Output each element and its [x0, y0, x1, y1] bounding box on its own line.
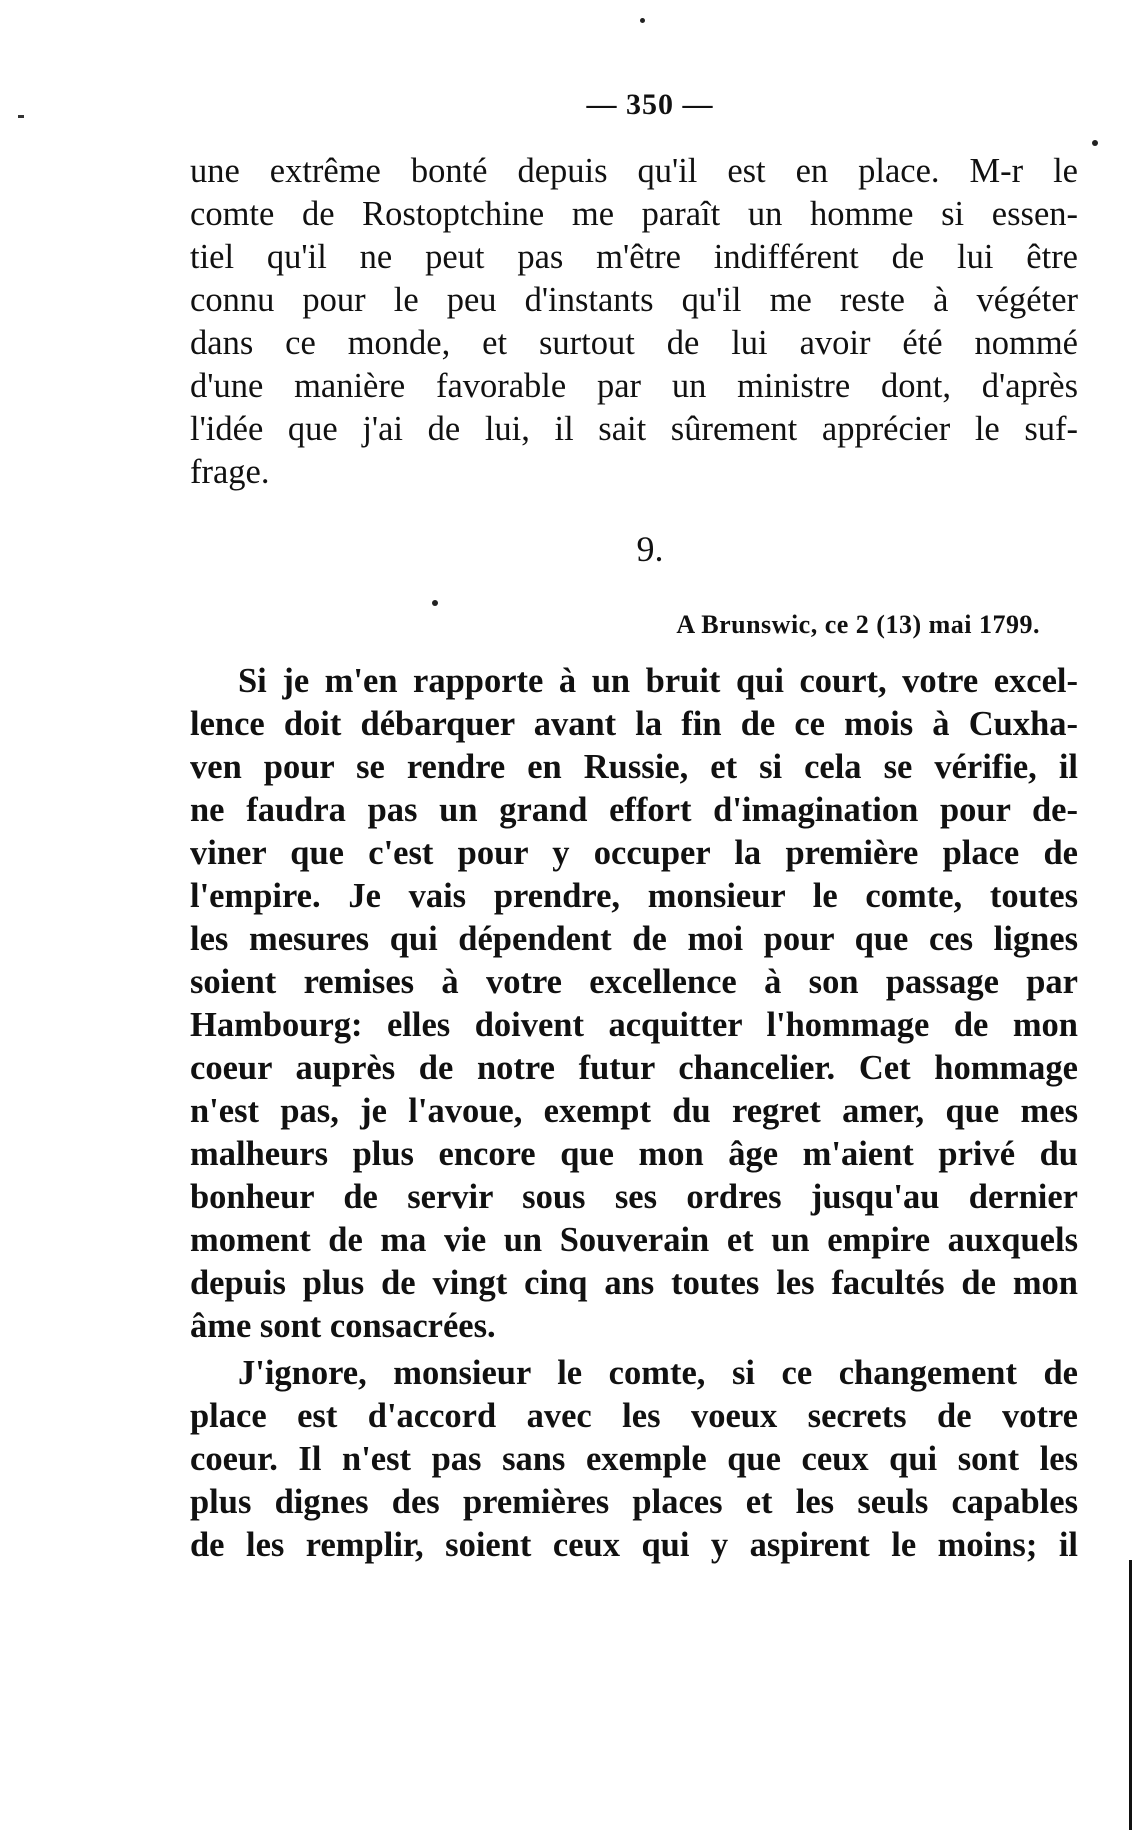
page-edge-rule [1129, 1560, 1132, 1830]
text-line: Si je m'en rapporte à un bruit qui court, votre excel- [238, 662, 1078, 700]
text-line: ven pour se rendre en Russie, et si cela se vérifie, il [190, 748, 1078, 786]
text-line: de les remplir, soient ceux qui y aspirent le moins; il [190, 1526, 1078, 1564]
text-line: coeur auprès de notre futur chancelier. Cet hommage [190, 1049, 1078, 1087]
text-line: n'est pas, je l'avoue, exempt du regret amer, que mes [190, 1092, 1078, 1130]
text-line: place est d'accord avec les voeux secrets de votre [190, 1397, 1078, 1435]
text-line: l'empire. Je vais prendre, monsieur le comte, toutes [190, 877, 1078, 915]
text-line: dans ce monde, et surtout de lui avoir été nommé [190, 324, 1078, 362]
text-line: lence doit débarquer avant la fin de ce mois à Cuxha- [190, 705, 1078, 743]
text-line: malheurs plus encore que mon âge m'aient privé du [190, 1135, 1078, 1173]
letter-dateline: A Brunswic, ce 2 (13) mai 1799. [676, 610, 1040, 639]
page-number: — 350 — [586, 88, 714, 121]
text-line: J'ignore, monsieur le comte, si ce changement de [238, 1354, 1078, 1392]
scan-speck [1092, 140, 1098, 146]
text-line: soient remises à votre excellence à son passage par [190, 963, 1078, 1001]
letter-paragraph-2 [190, 1352, 1078, 1567]
text-line: plus dignes des premières places et les seuls capables [190, 1483, 1078, 1521]
text-line: ne faudra pas un grand effort d'imagination pour de- [190, 791, 1078, 829]
text-line: frage. [190, 453, 270, 491]
letter-number: 9. [636, 529, 664, 569]
text-line: les mesures qui dépendent de moi pour que ces lignes [190, 920, 1078, 958]
text-line: Hambourg: elles doivent acquitter l'hommage de mon [190, 1006, 1078, 1044]
letter-paragraph-1 [190, 660, 1078, 1348]
text-line: l'idée que j'ai de lui, il sait sûrement apprécier le suf- [190, 410, 1078, 448]
text-line: tiel qu'il ne peut pas m'être indifférent de lui être [190, 238, 1078, 276]
text-line: coeur. Il n'est pas sans exemple que ceux qui sont les [190, 1440, 1078, 1478]
text-line: comte de Rostoptchine me paraît un homme si essen- [190, 195, 1078, 233]
text-line: bonheur de servir sous ses ordres jusqu'au dernier [190, 1178, 1078, 1216]
text-line: âme sont consacrées. [190, 1307, 496, 1345]
scan-mark [18, 115, 24, 118]
continued-paragraph [190, 150, 1078, 494]
text-line: viner que c'est pour y occuper la première place de [190, 834, 1078, 872]
scan-speck [640, 18, 645, 23]
text-line: depuis plus de vingt cinq ans toutes les facultés de mon [190, 1264, 1078, 1302]
text-line: d'une manière favorable par un ministre dont, d'après [190, 367, 1078, 405]
text-line: moment de ma vie un Souverain et un empire auxquels [190, 1221, 1078, 1259]
text-line: une extrême bonté depuis qu'il est en place. M-r le [190, 152, 1078, 190]
text-line: connu pour le peu d'instants qu'il me reste à végéter [190, 281, 1078, 319]
scan-speck [432, 600, 438, 606]
